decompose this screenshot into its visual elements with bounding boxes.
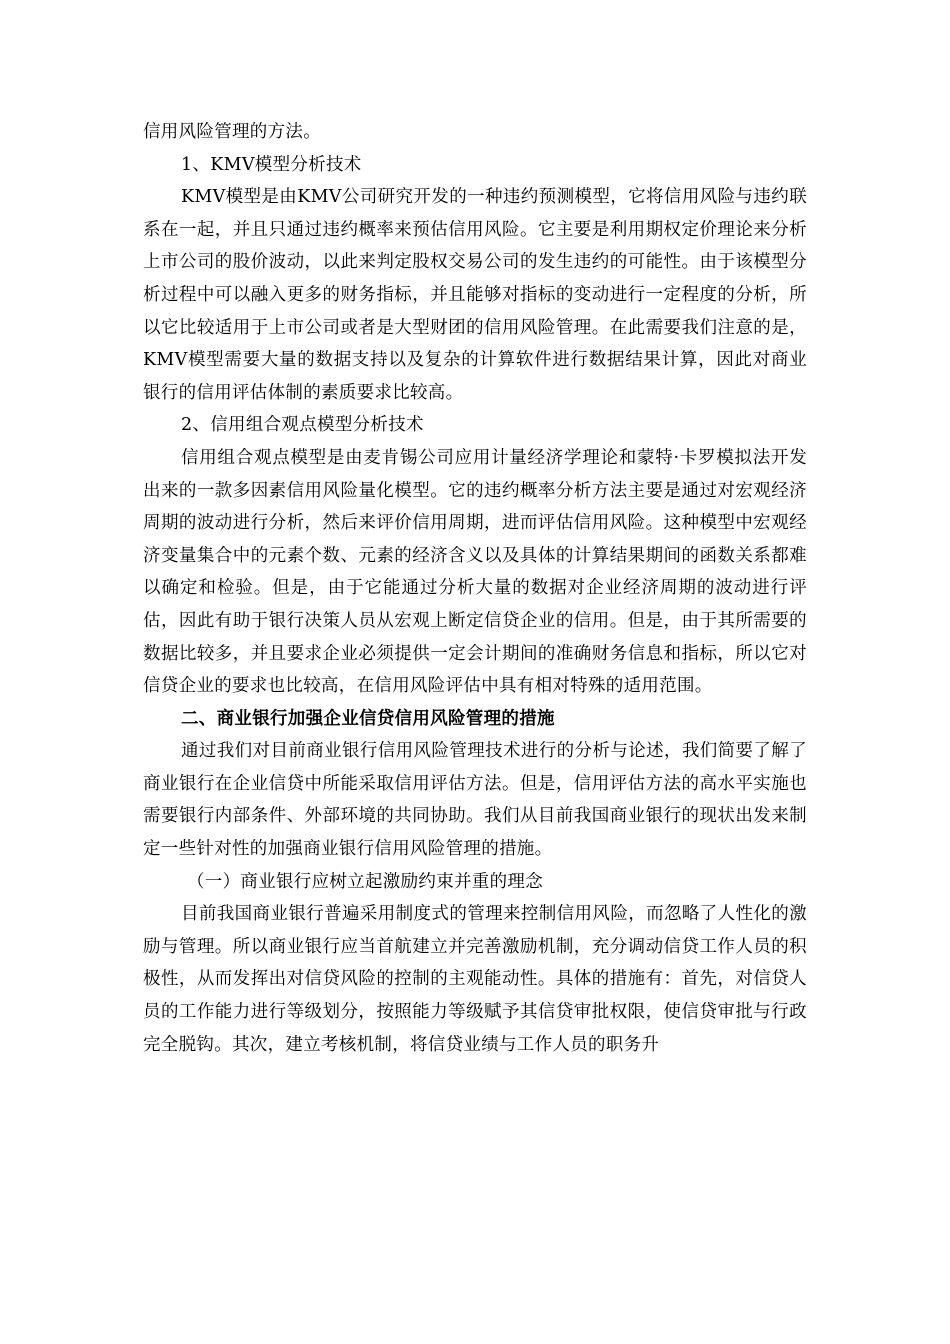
paragraph-measures-intro: 通过我们对目前商业银行信用风险管理技术进行的分析与论述，我们简要了解了商业银行在企业信贷中所能采取信用评估方法。但是，信用评估方法的高水平实施也需要银行内部条件、外部环境的共同协助。我们从目前我国商业银行的现状出发来制定一些针对性的加强商业银行信用风险管理的措施。 (143, 741, 807, 860)
subheading-credit-portfolio-view: 2、信用组合观点模型分析技术 (181, 415, 424, 436)
subheading-kmv-model: 1、KMV模型分析技术 (181, 154, 362, 175)
document-body (143, 116, 807, 1061)
paragraph-credit-portfolio-view: 信用组合观点模型是由麦肯锡公司应用计量经济学理论和蒙特·卡罗模拟法开发出来的一款多因素信用风险量化模型。它的违约概率分析方法主要是通过对宏观经济周期的波动进行分析，然后来评价信用周期，进而评估信用风险。这种模型中宏观经济变量集合中的元素个数、元素的经济含义以及具体的计算结果期间的函数关系都难以确定和检验。但是，由于它能通过分析大量的数据对企业经济周期的波动进行评估，因此有助于银行决策人员从宏观上断定信贷企业的信用。但是，由于其所需要的数据比较多，并且要求企业必须提供一定会计期间的准确财务信息和指标，所以它对信贷企业的要求也比较高，在信用风险评估中具有相对特殊的适用范围。 (143, 447, 807, 697)
paragraph-kmv-model: KMV模型是由KMV公司研究开发的一种违约预测模型，它将信用风险与违约联系在一起，并且只通过违约概率来预估信用风险。它主要是利用期权定价理论来分析上市公司的股价波动，以此来判定股权交易公司的发生违约的可能性。由于该模型分析过程中可以融入更多的财务指标，并且能够对指标的变动进行一定程度的分析，所以它比较适用于上市公司或者是大型财团的信用风险管理。在此需要我们注意的是，KMV模型需要大量的数据支持以及复杂的计算软件进行数据结果计算，因此对商业银行的信用评估体制的素质要求比较高。 (143, 187, 807, 403)
paragraph-incentive-concept: 目前我国商业银行普遍采用制度式的管理来控制信用风险，而忽略了人性化的激励与管理。所以商业银行应当首航建立并完善激励机制，充分调动信贷工作人员的积极性，从而发挥出对信贷风险的控制的主观能动性。具体的措施有：首先，对信贷人员的工作能力进行等级划分，按照能力等级赋予其信贷审批权限，使信贷审批与行政完全脱钩。其次，建立考核机制，将信贷业绩与工作人员的职务升 (143, 904, 807, 1055)
section-heading-measures: 二、商业银行加强企业信贷信用风险管理的措施 (181, 708, 555, 729)
subheading-incentive-concept: （一）商业银行应树立起激励约束并重的理念 (187, 871, 543, 892)
paragraph-continuation: 信用风险管理的方法。 (143, 122, 321, 142)
